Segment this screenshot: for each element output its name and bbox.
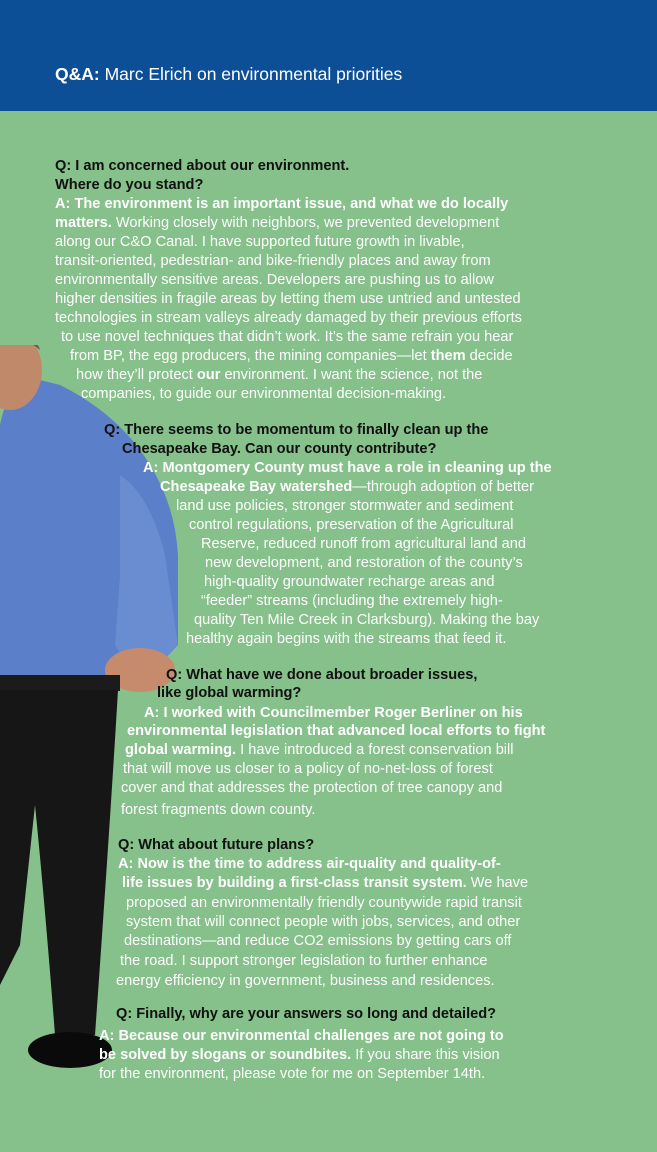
answer-line: for the environment, please vote for me on September 14th. xyxy=(99,1066,486,1082)
answer-line: environmentally sensitive areas. Developers are pushing us to allow xyxy=(55,272,494,288)
answer-line: companies, to guide our environmental decision-making. xyxy=(81,386,447,402)
answer-line: A: Now is the time to address air-quality and quality-of- xyxy=(118,856,501,872)
question-line: Q: I am concerned about our environment. xyxy=(55,158,350,174)
answer-line: destinations—and reduce CO2 emissions by getting cars off xyxy=(124,933,512,949)
answer-line: from BP, the egg producers, the mining companies—let them decide xyxy=(70,348,513,364)
answer-line: new development, and restoration of the county’s xyxy=(205,555,523,571)
question-line: Q: What have we done about broader issues, xyxy=(166,667,478,683)
answer-line: life issues by building a first-class transit system. We have xyxy=(122,875,529,891)
answer-line: how they’ll protect our environment. I want the science, not the xyxy=(76,367,483,383)
answer-line: along our C&O Canal. I have supported future growth in livable, xyxy=(55,234,465,250)
answer-line: be solved by slogans or soundbites. If you share this vision xyxy=(99,1047,500,1063)
answer-line: technologies in stream valleys already damaged by their previous efforts xyxy=(55,310,522,326)
answer-line: environmental legislation that advanced local efforts to fight xyxy=(127,723,546,739)
answer-line: cover and that addresses the protection of tree canopy and xyxy=(121,780,503,796)
answer-line: system that will connect people with jobs, services, and other xyxy=(126,914,521,930)
question-line: Q: Finally, why are your answers so long and detailed? xyxy=(116,1006,497,1022)
answer-line: that will move us closer to a policy of no-net-loss of forest xyxy=(123,761,493,777)
answer-line: matters. Working closely with neighbors, we prevented development xyxy=(55,215,500,231)
page-title xyxy=(55,64,402,85)
answer-line: A: Montgomery County must have a role in cleaning up the xyxy=(143,460,552,476)
answer-line: Reserve, reduced runoff from agricultural land and xyxy=(201,536,527,552)
answer-line: higher densities in fragile areas by letting them use untried and untested xyxy=(55,291,521,307)
header-bar xyxy=(0,0,657,111)
answer-line: “feeder” streams (including the extremely high- xyxy=(201,593,503,609)
photo-belt xyxy=(0,675,120,691)
question-line: Chesapeake Bay. Can our county contribute? xyxy=(122,441,437,457)
answer-line: to use novel techniques that didn’t work. It’s the same refrain you hear xyxy=(61,329,514,345)
answer-line: proposed an environmentally friendly countywide rapid transit xyxy=(126,895,522,911)
question-line: like global warming? xyxy=(157,685,302,701)
answer-line: control regulations, preservation of the Agricultural xyxy=(189,517,514,533)
answer-line: healthy again begins with the streams that feed it. xyxy=(186,631,507,647)
answer-line: high-quality groundwater recharge areas and xyxy=(204,574,495,590)
answer-line: A: I worked with Councilmember Roger Berliner on his xyxy=(144,705,523,721)
question-line: Q: What about future plans? xyxy=(118,837,315,853)
answer-line: quality Ten Mile Creek in Clarksburg). Making the bay xyxy=(194,612,540,628)
answer-line: A: The environment is an important issue, and what we do locally xyxy=(55,196,509,212)
question-line: Q: There seems to be momentum to finally clean up the xyxy=(104,422,489,438)
answer-line: transit-oriented, pedestrian- and bike-friendly places and away from xyxy=(55,253,491,269)
question-line: Where do you stand? xyxy=(55,177,204,193)
answer-line: Chesapeake Bay watershed—through adoption of better xyxy=(160,479,534,495)
answer-line: A: Because our environmental challenges are not going to xyxy=(99,1028,504,1044)
answer-line: land use policies, stronger stormwater and sediment xyxy=(176,498,514,514)
photo-shoe xyxy=(28,1032,112,1068)
photo-pants xyxy=(0,690,118,1035)
answer-line: forest fragments down county. xyxy=(121,802,316,818)
answer-line: global warming. I have introduced a forest conservation bill xyxy=(125,742,514,758)
answer-line: the road. I support stronger legislation to further enhance xyxy=(120,953,488,969)
title-text: Marc Elrich on environmental priorities xyxy=(104,64,403,84)
answer-line: energy efficiency in government, business and residences. xyxy=(116,973,495,989)
title-label: Q&A: xyxy=(55,64,100,84)
candidate-photo xyxy=(0,345,180,1105)
